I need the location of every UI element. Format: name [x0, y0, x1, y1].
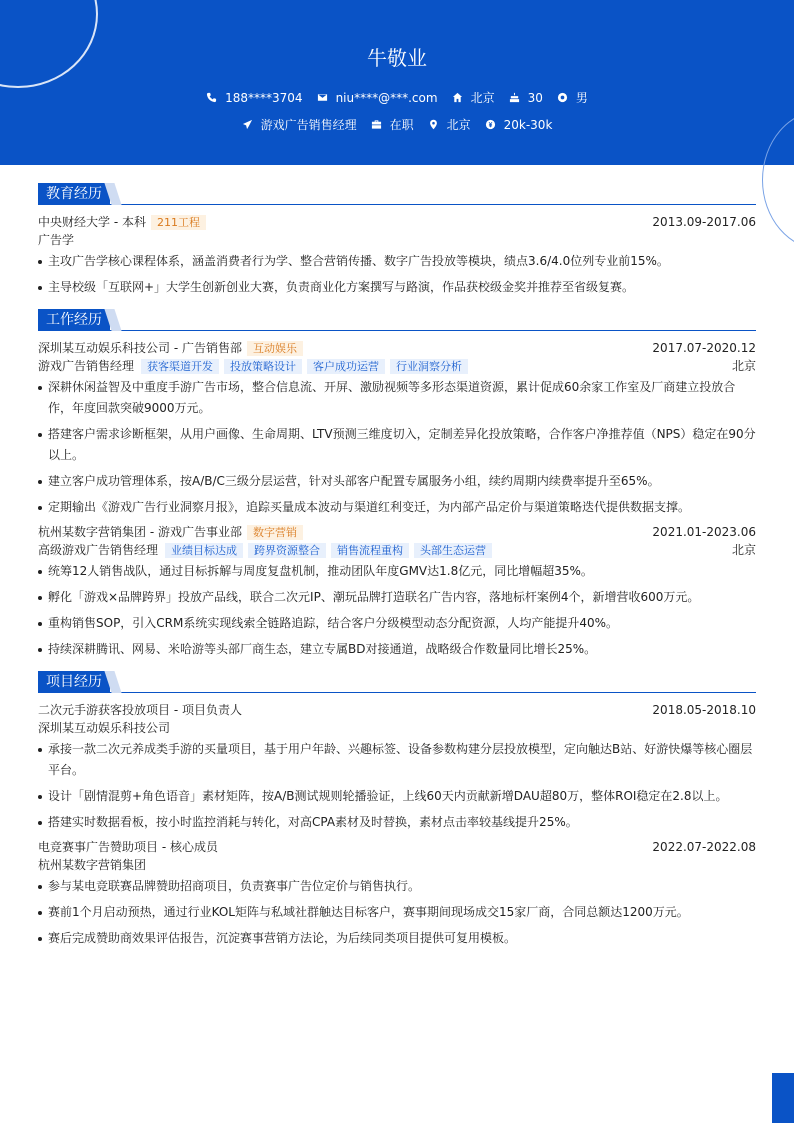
list-item: 定期输出《游戏广告行业洞察月报》，追踪买量成本波动与渠道红利变迁，为内部产品定价与渠道策略迭代提供数据支撑。 [38, 497, 756, 518]
education-section [38, 183, 756, 298]
education-line [38, 213, 756, 231]
job-role: 高级游戏广告销售经理 [38, 543, 159, 557]
job-date: 2021.01-2023.06 [652, 525, 756, 539]
list-item: 搭建客户需求诊断框架，从用户画像、生命周期、LTV预测三维度切入，定制差异化投放策略，合作客户净推荐值（NPS）稳定在90分以上。 [38, 424, 756, 466]
major-line [38, 231, 756, 249]
intent-status: 在职 [371, 116, 414, 133]
project-org-line [38, 719, 756, 737]
education-date: 2013.09-2017.06 [652, 215, 756, 229]
job-role-line [38, 357, 756, 375]
gender-icon [557, 92, 568, 103]
skill-tag: 销售流程重构 [331, 543, 409, 558]
list-item: 搭建实时数据看板，按小时监控消耗与转化，对高CPA素材及时替换，素材点击率较基线提升25%。 [38, 812, 756, 833]
job-company-line [38, 523, 756, 541]
contact-gender: 男 [557, 89, 588, 106]
contact-row [0, 89, 794, 106]
job-bullets [38, 561, 756, 660]
list-item: 承接一款二次元养成类手游的买量项目，基于用户年龄、兴趣标签、设备参数构建分层投放模型，定向触达B站、好游快爆等核心圈层平台。 [38, 739, 756, 781]
job-bullets [38, 377, 756, 518]
section-title: 教育经历 [38, 183, 110, 205]
list-item: 持续深耕腾讯、网易、米哈游等头部厂商生态，建立专属BD对接通道，战略级合作数量同比增长25%。 [38, 639, 756, 660]
section-header [38, 183, 756, 205]
skill-tag: 获客渠道开发 [141, 359, 219, 374]
job-role: 游戏广告销售经理 [38, 359, 135, 373]
list-item: 赛后完成赞助商效果评估报告，沉淀赛事营销方法论，为后续同类项目提供可复用模板。 [38, 928, 756, 949]
skill-tag: 头部生态运营 [414, 543, 492, 558]
job-role-line [38, 541, 756, 559]
contact-phone: 188****3704 [206, 91, 302, 105]
project-bullets [38, 876, 756, 949]
contact-residence: 北京 [452, 89, 495, 106]
resume-body [38, 183, 756, 954]
job-company-line [38, 339, 756, 357]
section-title: 工作经历 [38, 309, 110, 331]
section-title: 项目经历 [38, 671, 110, 693]
job-date: 2017.07-2020.12 [652, 341, 756, 355]
section-header [38, 671, 756, 693]
skill-tag: 跨界资源整合 [248, 543, 326, 558]
intent-city: 北京 [428, 116, 471, 133]
work-section [38, 309, 756, 660]
list-item: 孵化「游戏×品牌跨界」投放产品线，联合二次元IP、潮玩品牌打造联名广告内容，落地标杆案例4个，新增营收600万元。 [38, 587, 756, 608]
intent-position: 游戏广告销售经理 [242, 116, 357, 133]
home-icon [452, 92, 463, 103]
candidate-name: 牛敬业 [367, 46, 427, 70]
list-item: 设计「剧情混剪+角色语音」素材矩阵，按A/B测试规则轮播验证，上线60天内贡献新增DAU超80万，整体ROI稳定在2.8以上。 [38, 786, 756, 807]
intent-salary: 20k-30k [485, 118, 553, 132]
project-name: 二次元手游获客投放项目 - 项目负责人 [38, 703, 242, 717]
phone-icon [206, 92, 217, 103]
list-item: 主导校级「互联网+」大学生创新创业大赛，负责商业化方案撰写与路演，作品获校级金奖并推荐至省级复赛。 [38, 277, 756, 298]
list-item: 参与某电竞联赛品牌赞助招商项目，负责赛事广告位定价与销售执行。 [38, 876, 756, 897]
list-item: 深耕休闲益智及中重度手游广告市场，整合信息流、开屏、激励视频等多形态渠道资源，累计促成60余家工作室及厂商建立投放合作，年度回款突破9000万元。 [38, 377, 756, 419]
school-name: 中央财经大学 - 本科 [38, 215, 146, 229]
school-tag: 211工程 [151, 215, 206, 230]
company-tag: 数字营销 [247, 525, 303, 540]
company-tag: 互动娱乐 [247, 341, 303, 356]
corner-decoration [772, 1073, 794, 1123]
company-name: 杭州某数字营销集团 - 游戏广告事业部 [38, 525, 242, 539]
project-org: 深圳某互动娱乐科技公司 [38, 721, 171, 735]
location-icon [428, 119, 439, 130]
project-org: 杭州某数字营销集团 [38, 858, 147, 872]
job-city: 北京 [731, 359, 756, 373]
cake-icon [509, 92, 520, 103]
project-entry [38, 701, 756, 833]
skill-tag: 业绩目标达成 [165, 543, 243, 558]
contact-age: 30 [509, 91, 543, 105]
job-entry [38, 339, 756, 518]
list-item: 赛前1个月启动预热，通过行业KOL矩阵与私域社群触达目标客户，赛事期间现场成交15家厂商，合同总额达1200万元。 [38, 902, 756, 923]
job-intent-row [0, 116, 794, 133]
skill-tag: 投放策略设计 [224, 359, 302, 374]
company-name: 深圳某互动娱乐科技公司 - 广告销售部 [38, 341, 242, 355]
skill-tag: 行业洞察分析 [390, 359, 468, 374]
major: 广告学 [38, 233, 75, 247]
briefcase-icon [371, 119, 382, 130]
resume-header [0, 0, 794, 165]
contact-email: niu****@***.com [317, 91, 438, 105]
list-item: 主攻广告学核心课程体系，涵盖消费者行为学、整合营销传播、数字广告投放等模块，绩点3.6/4.0位列专业前15%。 [38, 251, 756, 272]
project-title-line [38, 701, 756, 719]
education-bullets [38, 251, 756, 298]
project-entry [38, 838, 756, 949]
project-date: 2018.05-2018.10 [652, 703, 756, 717]
project-name: 电竞赛事广告赞助项目 - 核心成员 [38, 840, 218, 854]
job-city: 北京 [731, 543, 756, 557]
project-section [38, 671, 756, 949]
project-org-line [38, 856, 756, 874]
project-date: 2022.07-2022.08 [652, 840, 756, 854]
list-item: 建立客户成功管理体系，按A/B/C三级分层运营，针对头部客户配置专属服务小组，续约周期内续费率提升至65%。 [38, 471, 756, 492]
section-header [38, 309, 756, 331]
money-icon [485, 119, 496, 130]
project-bullets [38, 739, 756, 833]
list-item: 统筹12人销售战队，通过目标拆解与周度复盘机制，推动团队年度GMV达1.8亿元，同比增幅超35%。 [38, 561, 756, 582]
skill-tag: 客户成功运营 [307, 359, 385, 374]
job-entry [38, 523, 756, 660]
send-icon [242, 119, 253, 130]
mail-icon [317, 92, 328, 103]
project-title-line [38, 838, 756, 856]
list-item: 重构销售SOP，引入CRM系统实现线索全链路追踪，结合客户分级模型动态分配资源，人均产能提升40%。 [38, 613, 756, 634]
